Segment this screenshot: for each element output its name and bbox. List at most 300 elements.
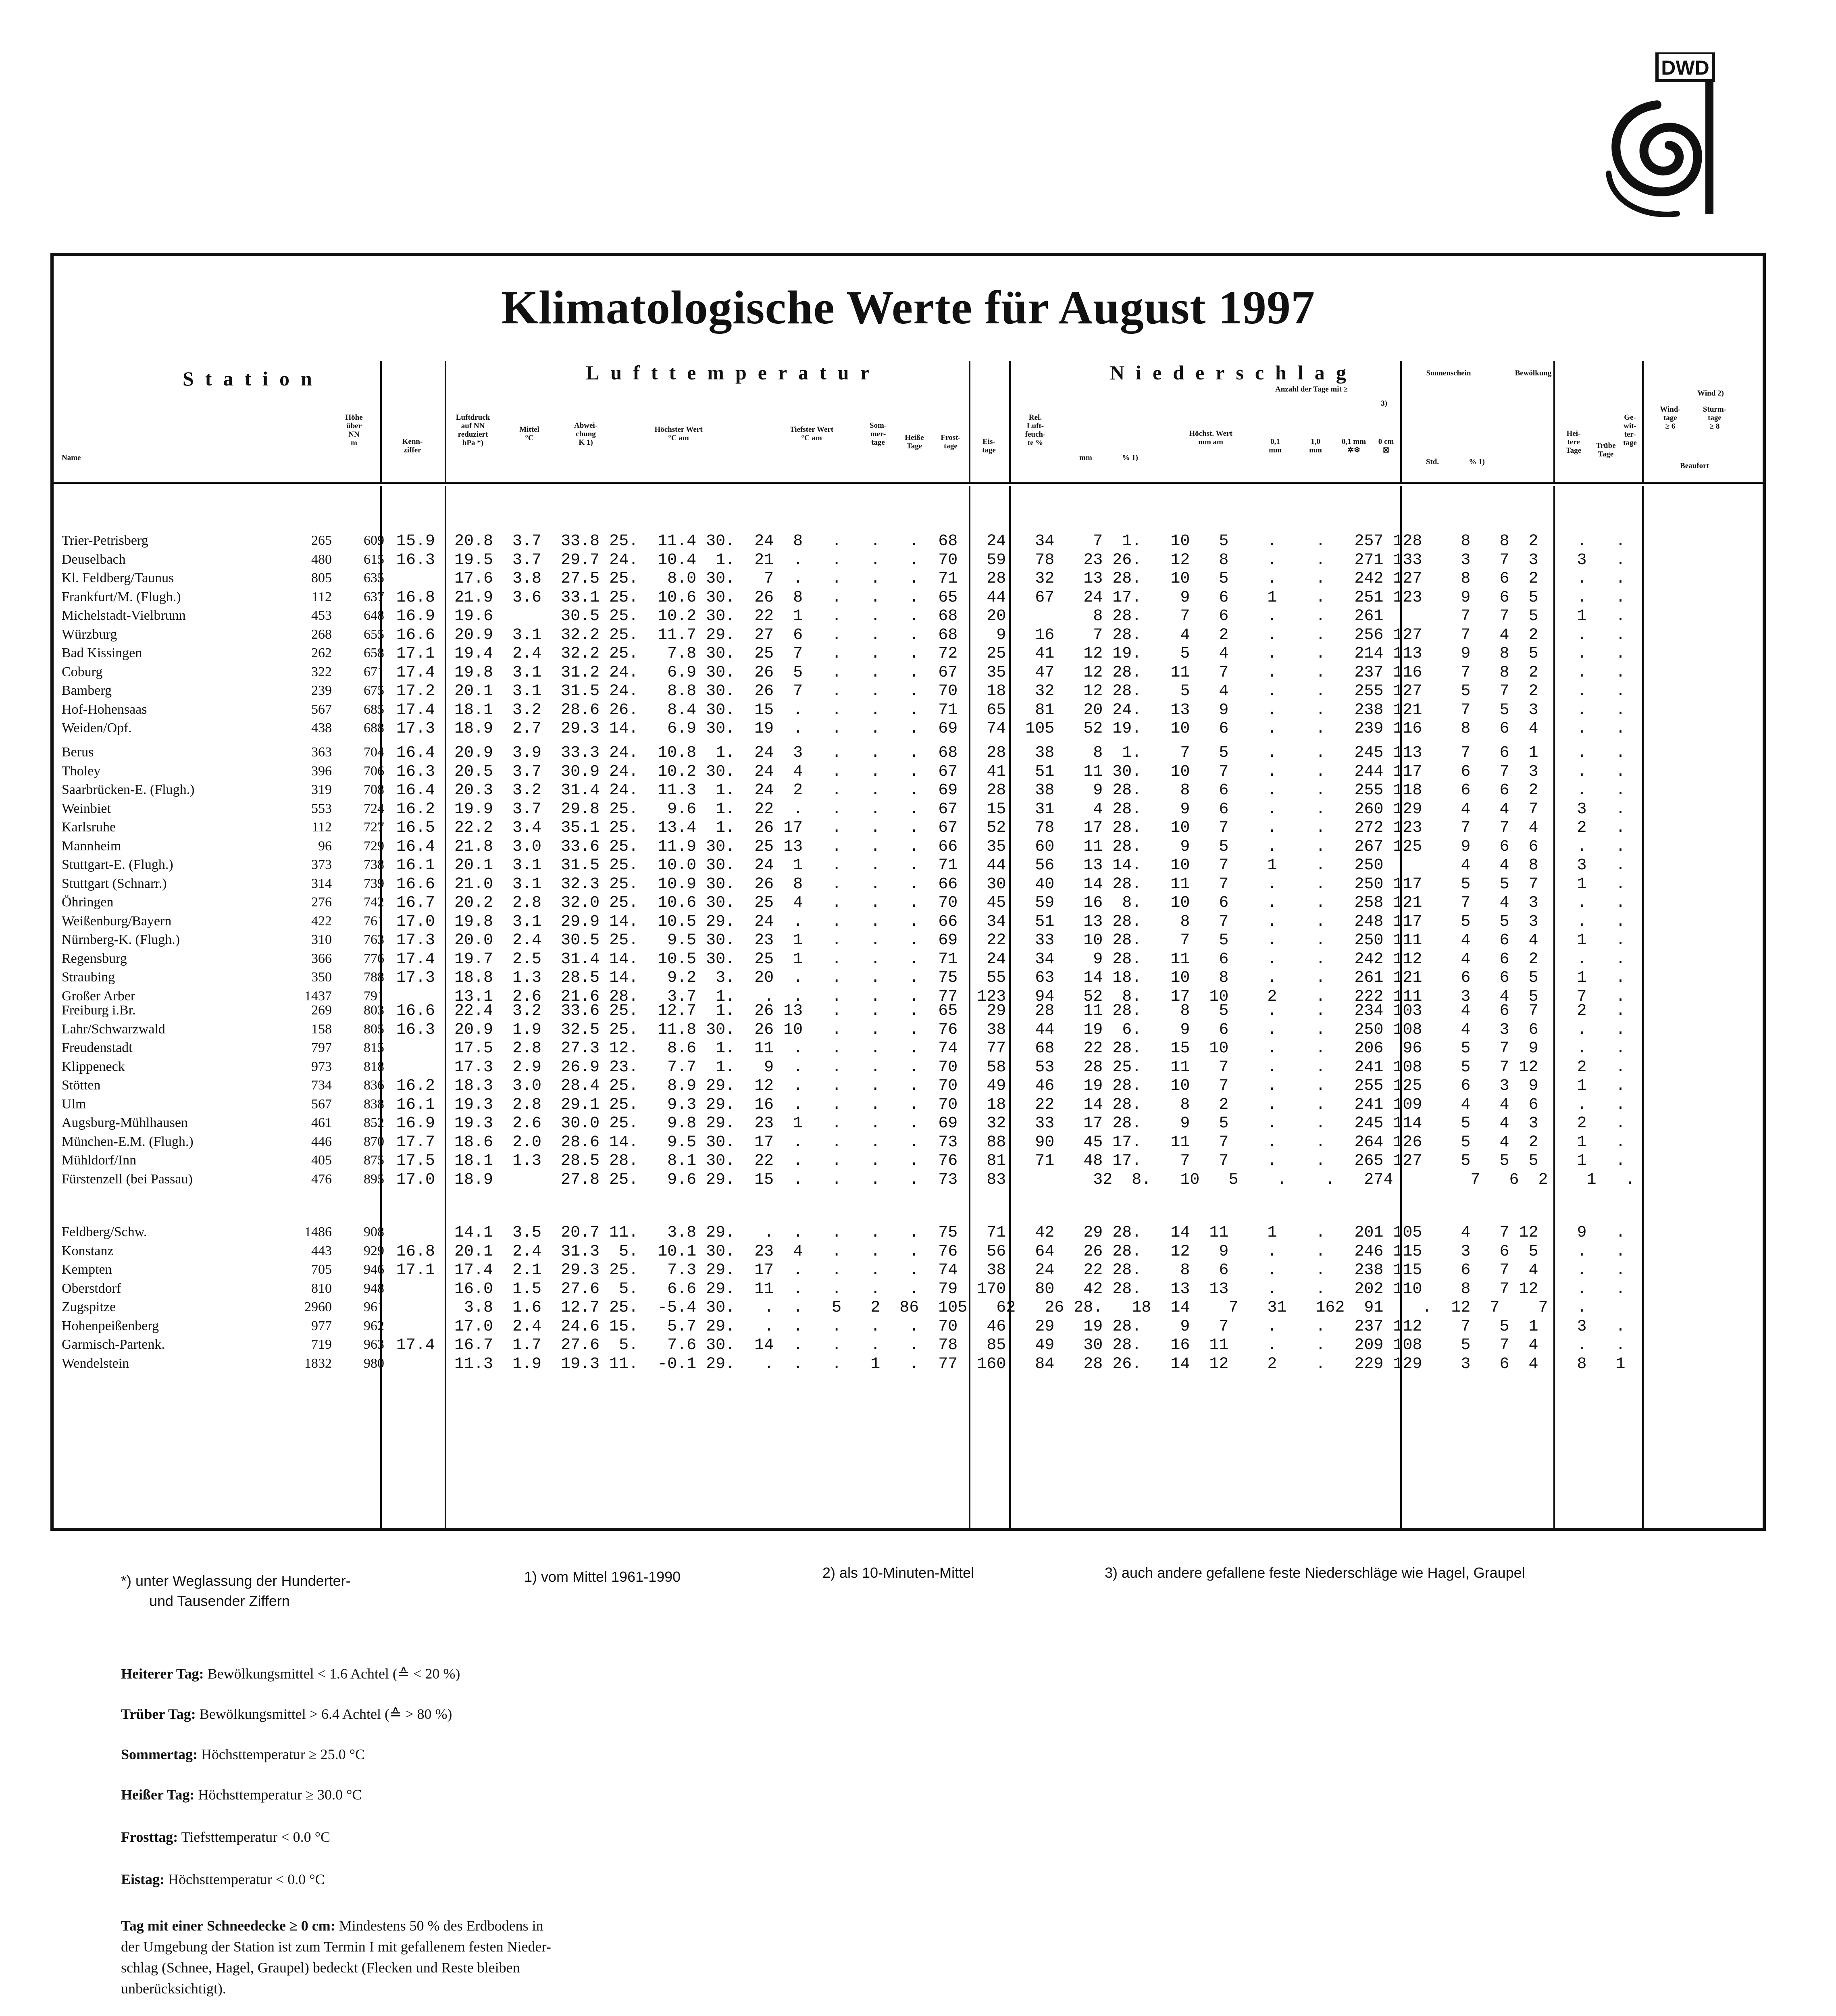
header-rel-feuchte-3: te % xyxy=(1027,439,1043,447)
station-id: 815 xyxy=(364,1040,384,1055)
station-name: Ulm xyxy=(62,1096,86,1112)
header-heitere-tage-2: Tage xyxy=(1565,446,1582,455)
header-gewitter-1: wit- xyxy=(1624,422,1636,430)
header-beaufort: Beaufort xyxy=(1680,462,1709,470)
station-id: 609 xyxy=(364,533,384,548)
station-elevation: 797 xyxy=(311,1040,332,1055)
table-row xyxy=(54,532,1763,551)
station-name: Straubing xyxy=(62,970,115,985)
header-mittel-1: °C xyxy=(525,434,534,442)
logo-text: DWD xyxy=(1661,56,1709,79)
station-id: 908 xyxy=(364,1225,384,1239)
header-sonne-pct: % 1) xyxy=(1469,458,1485,466)
station-elevation: 977 xyxy=(311,1318,332,1333)
table-row xyxy=(54,570,1763,588)
station-elevation: 96 xyxy=(318,838,332,854)
header-frosttage-0: Frost- xyxy=(941,433,961,442)
header-eistage-1: tage xyxy=(982,446,996,454)
station-id: 929 xyxy=(364,1243,384,1258)
schnee-line-1: Mindestens 50 % des Erdbodens in xyxy=(339,1918,543,1934)
header-nied-superscript: 3) xyxy=(1381,399,1387,408)
station-name: Kempten xyxy=(62,1262,112,1277)
station-values: 16.4 20.3 3.2 31.4 24. 11.3 1. 24 2 . . . 69 28 38 9 28. 8 6 . . 255 118 6 6 2 . . xyxy=(396,781,1626,800)
station-values: 16.4 21.8 3.0 33.6 25. 11.9 30. 25 13 . . . 66 35 60 11 28. 9 5 . . 267 125 9 6 6 . . xyxy=(396,837,1626,856)
header-abweichung-0: Abwei- xyxy=(574,421,598,430)
header-sturmtage-0: Sturm- xyxy=(1703,405,1727,414)
table-row xyxy=(54,551,1763,570)
station-elevation: 363 xyxy=(311,745,332,760)
station-id: 818 xyxy=(364,1059,384,1074)
header-windtage-1: tage xyxy=(1663,414,1677,422)
legend-term: Sommertag: xyxy=(121,1746,198,1762)
station-values: 16.7 20.2 2.8 32.0 25. 10.6 30. 25 4 . . . 70 45 59 16 8. 10 6 . . 258 121 7 4 3 . . xyxy=(396,894,1626,912)
station-elevation: 422 xyxy=(311,913,332,929)
station-elevation: 310 xyxy=(311,932,332,947)
station-values: 16.5 22.2 3.4 35.1 25. 13.4 1. 26 17 . . . 67 52 78 17 28. 10 7 . . 272 123 7 7 4 2 . xyxy=(396,819,1626,837)
header-abweichung-2: K 1) xyxy=(579,438,593,447)
table-row xyxy=(54,1039,1763,1058)
header-hoechst-wert-1: mm am xyxy=(1198,438,1223,446)
station-values: 16.0 1.5 27.6 5. 6.6 29. 11 . . . . 79 170 80 42 28. 13 13 . . 202 110 8 7 12 . . xyxy=(396,1280,1626,1298)
station-name: Weiden/Opf. xyxy=(62,721,132,735)
station-values: 16.3 20.9 1.9 32.5 25. 11.8 30. 26 10 . . . 76 38 44 19 6. 9 6 . . 250 108 4 3 6 . . xyxy=(396,1020,1626,1039)
station-name: Garmisch-Partenk. xyxy=(62,1337,165,1352)
station-values: 16.8 21.9 3.6 33.1 25. 10.6 30. 26 8 . . . 65 44 67 24 17. 9 6 1 . 251 123 9 6 5 . . xyxy=(396,588,1626,607)
station-name: Mühldorf/Inn xyxy=(62,1153,137,1168)
station-id: 708 xyxy=(364,782,384,797)
header-sonnenschein: Sonnenschein xyxy=(1426,369,1471,377)
station-id: 776 xyxy=(364,951,384,966)
legend-definition: Höchsttemperatur ≥ 30.0 °C xyxy=(198,1787,362,1803)
table-row xyxy=(54,1261,1763,1280)
table-row xyxy=(54,626,1763,645)
station-id: 962 xyxy=(364,1318,384,1333)
header-bewoelkung: Bewölkung xyxy=(1515,369,1552,377)
station-name: Feldberg/Schw. xyxy=(62,1225,147,1239)
header-nied-mm: mm xyxy=(1079,454,1092,462)
table-row xyxy=(54,950,1763,969)
table-row xyxy=(54,1002,1763,1020)
header-luftdruck-0: Luftdruck xyxy=(456,413,490,422)
header-sommertage-0: Som- xyxy=(869,421,887,430)
header-hoechster-wert-0: Höchster Wert xyxy=(654,425,703,434)
station-values: 13.1 2.6 21.6 28. 3.7 1. . . . . . 77 123 94 52 8. 17 10 2 . 222 111 3 4 5 7 . xyxy=(396,987,1626,1006)
header-anz-10-1: mm xyxy=(1309,446,1322,454)
station-elevation: 443 xyxy=(311,1243,332,1258)
station-id: 688 xyxy=(364,721,384,735)
table-row xyxy=(54,682,1763,701)
legend-item xyxy=(121,1786,362,1803)
footnote-2: 2) als 10-Minuten-Mittel xyxy=(822,1564,974,1581)
station-elevation: 265 xyxy=(311,533,332,548)
table-row xyxy=(54,819,1763,837)
station-values: 17.6 3.8 27.5 25. 8.0 30. 7 . . . . 71 28 32 13 28. 10 5 . . 242 127 8 6 2 . . xyxy=(396,570,1626,588)
header-anz-01-0: 0,1 xyxy=(1270,437,1280,446)
table-row xyxy=(54,894,1763,912)
header-rel-feuchte-0: Rel. xyxy=(1028,413,1042,422)
table-body xyxy=(54,486,1763,1528)
table-row xyxy=(54,645,1763,663)
station-values: 16.1 19.3 2.8 29.1 25. 9.3 29. 16 . . . . 70 18 22 14 28. 8 2 . . 241 109 4 4 6 . . xyxy=(396,1095,1626,1114)
station-name: Stuttgart-E. (Flugh.) xyxy=(62,857,173,872)
station-name: Karlsruhe xyxy=(62,820,116,835)
table-row xyxy=(54,931,1763,950)
climate-table-frame xyxy=(50,253,1766,1531)
station-elevation: 805 xyxy=(311,571,332,585)
station-name: Öhringen xyxy=(62,895,114,910)
station-name: München-E.M. (Flugh.) xyxy=(62,1134,194,1149)
legend-definition: Tiefsttemperatur < 0.0 °C xyxy=(181,1829,330,1845)
station-id: 791 xyxy=(364,988,384,1004)
station-elevation: 446 xyxy=(311,1134,332,1149)
station-id: 615 xyxy=(364,552,384,567)
station-elevation: 158 xyxy=(311,1021,332,1037)
legend-item xyxy=(121,1871,325,1888)
station-elevation: 396 xyxy=(311,763,332,779)
header-rel-feuchte-1: Luft- xyxy=(1026,422,1044,430)
station-elevation: 1486 xyxy=(304,1225,332,1239)
header-name: Name xyxy=(62,454,81,462)
table-row xyxy=(54,664,1763,682)
header-hoehe-3: m xyxy=(351,439,357,447)
header-mittel-0: Mittel xyxy=(519,425,539,434)
station-values: 16.4 20.9 3.9 33.3 24. 10.8 1. 24 3 . . . 68 28 38 8 1. 7 5 . . 245 113 7 6 1 . . xyxy=(396,744,1626,762)
station-name: Klippeneck xyxy=(62,1059,125,1074)
station-elevation: 373 xyxy=(311,857,332,872)
legend-term: Eistag: xyxy=(121,1871,164,1887)
station-id: 671 xyxy=(364,664,384,679)
station-elevation: 567 xyxy=(311,702,332,717)
station-id: 852 xyxy=(364,1115,384,1130)
station-id: 706 xyxy=(364,763,384,779)
station-name: Frankfurt/M. (Flugh.) xyxy=(62,589,181,604)
station-values: 16.9 19.6 30.5 25. 10.2 30. 22 1 . . . 68 20 8 28. 7 6 . . 261 7 7 5 1 . xyxy=(396,607,1626,625)
header-luftdruck-2: reduziert xyxy=(458,430,488,439)
station-elevation: 973 xyxy=(311,1059,332,1074)
header-niederschlag: Niederschlag xyxy=(1110,361,1357,384)
station-elevation: 1437 xyxy=(304,988,332,1004)
station-id: 675 xyxy=(364,683,384,698)
legend-definition: Höchsttemperatur ≥ 25.0 °C xyxy=(201,1746,365,1762)
station-values: 17.4 16.7 1.7 27.6 5. 7.6 30. 14 . . . . 78 85 49 30 28. 16 11 . . 209 108 5 7 4 . . xyxy=(396,1336,1626,1354)
page-title: Klimatologische Werte für August 1997 xyxy=(501,281,1315,334)
table-row xyxy=(54,1336,1763,1355)
header-rel-feuchte-2: feuch- xyxy=(1025,430,1046,439)
station-elevation: 2960 xyxy=(304,1300,332,1314)
station-elevation: 322 xyxy=(311,664,332,679)
header-sonne-std: Std. xyxy=(1426,458,1439,466)
station-id: 739 xyxy=(364,876,384,891)
table-row xyxy=(54,744,1763,762)
legend-term: Heiterer Tag: xyxy=(121,1666,204,1682)
station-elevation: 314 xyxy=(311,876,332,891)
schnee-line-3: schlag (Schnee, Hagel, Graupel) bedeckt (Flecken und Reste bleiben xyxy=(121,1960,520,1976)
station-values: 15.9 20.8 3.7 33.8 25. 11.4 30. 24 8 . . . 68 24 34 7 1. 10 5 . . 257 128 8 8 2 . . xyxy=(396,532,1626,550)
station-name: Weinbiet xyxy=(62,801,111,816)
header-frosttage-1: tage xyxy=(944,442,958,450)
station-name: Würzburg xyxy=(62,627,117,642)
station-id: 738 xyxy=(364,857,384,872)
station-values: 17.5 18.1 1.3 28.5 28. 8.1 30. 22 . . . . 76 81 71 48 17. 7 7 . . 265 127 5 5 5 1 . xyxy=(396,1152,1626,1170)
station-name: Berus xyxy=(62,745,94,760)
station-name: Freiburg i.Br. xyxy=(62,1003,136,1018)
table-row xyxy=(54,1355,1763,1374)
table-row xyxy=(54,1133,1763,1152)
station-values: 16.6 20.9 3.1 32.2 25. 11.7 29. 27 6 . . . 68 9 16 7 28. 4 2 . . 256 127 7 4 2 . . xyxy=(396,626,1626,644)
station-name: Großer Arber xyxy=(62,988,135,1004)
station-id: 655 xyxy=(364,627,384,642)
station-id: 961 xyxy=(364,1300,384,1314)
station-values: 17.4 18.1 3.2 28.6 26. 8.4 30. 15 . . . . 71 65 81 20 24. 13 9 . . 238 121 7 5 3 . . xyxy=(396,701,1626,719)
station-id: 788 xyxy=(364,970,384,985)
table-row xyxy=(54,913,1763,931)
station-name: Hof-Hohensaas xyxy=(62,702,147,717)
station-id: 742 xyxy=(364,895,384,910)
station-id: 637 xyxy=(364,589,384,604)
header-hoechst-wert-0: Höchst. Wert xyxy=(1189,429,1232,438)
header-anz-0cm-1: ⊠ xyxy=(1383,446,1389,454)
table-row xyxy=(54,1058,1763,1077)
station-elevation: 276 xyxy=(311,895,332,910)
station-name: Lahr/Schwarzwald xyxy=(62,1021,165,1037)
footnote-star: *) unter Weglassung der Hunderter- xyxy=(121,1572,351,1589)
station-elevation: 112 xyxy=(312,589,332,604)
table-row xyxy=(54,720,1763,738)
table-row xyxy=(54,1318,1763,1336)
station-id: 658 xyxy=(364,646,384,660)
station-name: Kl. Feldberg/Taunus xyxy=(62,571,174,585)
station-id: 704 xyxy=(364,745,384,760)
station-id: 946 xyxy=(364,1262,384,1277)
station-name: Fürstenzell (bei Passau) xyxy=(62,1171,193,1187)
station-name: Deuselbach xyxy=(62,552,126,567)
station-name: Saarbrücken-E. (Flugh.) xyxy=(62,782,195,797)
header-eistage-0: Eis- xyxy=(983,437,995,446)
header-truebe-tage-1: Tage xyxy=(1598,450,1614,458)
header-gewitter-3: tage xyxy=(1623,439,1637,447)
schnee-line-4: unberücksichtigt). xyxy=(121,1981,226,1997)
station-id: 963 xyxy=(364,1337,384,1352)
station-elevation: 705 xyxy=(311,1262,332,1277)
header-anz-10-0: 1,0 xyxy=(1311,437,1320,446)
header-sommertage-2: tage xyxy=(871,438,885,447)
header-sommertage-1: mer- xyxy=(870,430,886,438)
station-id: 836 xyxy=(364,1078,384,1093)
header-luftdruck-3: hPa *) xyxy=(462,439,484,447)
station-values: 17.3 18.9 2.7 29.3 14. 6.9 30. 19 . . . . 69 74 105 52 19. 10 6 . . 239 116 8 6 4 . . xyxy=(396,720,1626,738)
station-name: Freudenstadt xyxy=(62,1040,133,1055)
station-name: Tholey xyxy=(62,763,101,779)
table-row xyxy=(54,1299,1763,1317)
station-values: 17.1 19.4 2.4 32.2 25. 7.8 30. 25 7 . . . 72 25 41 12 19. 5 4 . . 214 113 9 8 5 . . xyxy=(396,645,1626,663)
station-id: 803 xyxy=(364,1003,384,1018)
header-nied-pct: % 1) xyxy=(1122,454,1138,462)
station-id: 805 xyxy=(364,1021,384,1037)
station-name: Bamberg xyxy=(62,683,112,698)
header-gewitter-0: Ge- xyxy=(1624,413,1636,422)
station-values: 17.3 2.9 26.9 23. 7.7 1. 9 . . . . 70 58 53 28 25. 11 7 . . 241 108 5 7 12 2 . xyxy=(396,1058,1626,1077)
header-heisse-tage-0: Heiße xyxy=(905,433,924,442)
station-values: 17.7 18.6 2.0 28.6 14. 9.5 30. 17 . . . . 73 88 90 45 17. 11 7 . . 264 126 5 4 2 1 . xyxy=(396,1133,1626,1152)
station-values: 16.9 19.3 2.6 30.0 25. 9.8 29. 23 1 . . . 69 32 33 17 28. 9 5 . . 245 114 5 4 3 2 . xyxy=(396,1114,1626,1133)
station-elevation: 112 xyxy=(312,820,332,835)
schnee-term: Tag mit einer Schneedecke ≥ 0 cm: xyxy=(121,1918,335,1934)
station-elevation: 1832 xyxy=(304,1356,332,1371)
station-name: Konstanz xyxy=(62,1243,114,1258)
station-values: 17.5 2.8 27.3 12. 8.6 1. 11 . . . . 74 77 68 22 28. 15 10 . . 206 96 5 7 9 . . xyxy=(396,1039,1626,1058)
station-values: 17.1 17.4 2.1 29.3 25. 7.3 29. 17 . . . . 74 38 24 22 28. 8 6 . . 238 115 6 7 4 . . xyxy=(396,1261,1626,1279)
station-name: Augsburg-Mühlhausen xyxy=(62,1115,188,1130)
station-values: 17.0 19.8 3.1 29.9 14. 10.5 29. 24 . . . . 66 34 51 13 28. 8 7 . . 248 117 5 5 3 . . xyxy=(396,912,1626,931)
station-values: 17.2 20.1 3.1 31.5 24. 8.8 30. 26 7 . . . 70 18 32 12 28. 5 4 . . 255 127 5 7 2 . . xyxy=(396,682,1626,700)
header-tiefster-wert-0: Tiefster Wert xyxy=(789,425,834,434)
station-elevation: 553 xyxy=(311,801,332,816)
legend-item xyxy=(121,1746,365,1763)
station-values: 17.4 19.7 2.5 31.4 14. 10.5 30. 25 1 . . . 71 24 34 9 28. 11 6 . . 242 112 4 6 2 . . xyxy=(396,950,1626,968)
station-elevation: 453 xyxy=(311,608,332,623)
station-name: Wendelstein xyxy=(62,1356,129,1371)
station-values: 16.6 22.4 3.2 33.6 25. 12.7 1. 26 13 . . . 65 29 28 11 28. 8 5 . . 234 103 4 6 7 2 . xyxy=(396,1002,1626,1020)
legend-definition: Bewölkungsmittel < 1.6 Achtel (≙ < 20 %) xyxy=(207,1666,460,1682)
legend-term: Heißer Tag: xyxy=(121,1787,195,1803)
station-name: Coburg xyxy=(62,664,103,679)
footnote-3: 3) auch andere gefallene feste Niederschläge wie Hagel, Graupel xyxy=(1105,1564,1525,1581)
station-elevation: 476 xyxy=(311,1171,332,1187)
station-elevation: 319 xyxy=(311,782,332,797)
station-id: 635 xyxy=(364,571,384,585)
header-anz-0cm-0: 0 cm xyxy=(1378,437,1394,446)
station-elevation: 269 xyxy=(311,1003,332,1018)
station-values: 16.2 19.9 3.7 29.8 25. 9.6 1. 22 . . . . 67 15 31 4 28. 9 6 . . 260 129 4 4 7 3 . xyxy=(396,800,1626,818)
table-row xyxy=(54,1096,1763,1114)
header-hoechster-wert-1: °C am xyxy=(668,434,689,442)
table-row xyxy=(54,800,1763,819)
station-name: Bad Kissingen xyxy=(62,646,142,660)
station-name: Oberstdorf xyxy=(62,1281,121,1296)
station-name: Hohenpeißenberg xyxy=(62,1318,159,1333)
header-luftdruck-1: auf NN xyxy=(461,422,485,430)
header-kennziffer-1: ziffer xyxy=(404,446,421,454)
header-abweichung-1: chung xyxy=(576,430,596,438)
table-row xyxy=(54,1021,1763,1039)
station-id: 724 xyxy=(364,801,384,816)
header-hoehe-1: über xyxy=(346,422,362,430)
dwd-logo xyxy=(1597,52,1717,226)
station-values: 16.1 20.1 3.1 31.5 25. 10.0 30. 24 1 . . . 71 44 56 13 14. 10 7 1 . 250 4 4 8 3 . xyxy=(396,856,1626,875)
legend-definition: Höchsttemperatur < 0.0 °C xyxy=(168,1871,325,1887)
station-values: 16.2 18.3 3.0 28.4 25. 8.9 29. 12 . . . . 70 49 46 19 28. 10 7 . . 255 125 6 3 9 1 . xyxy=(396,1077,1626,1095)
station-elevation: 405 xyxy=(311,1153,332,1168)
station-name: Stuttgart (Schnarr.) xyxy=(62,876,167,891)
station-name: Zugspitze xyxy=(62,1300,116,1314)
station-elevation: 268 xyxy=(311,627,332,642)
header-windtage-0: Wind- xyxy=(1660,405,1681,414)
station-name: Nürnberg-K. (Flugh.) xyxy=(62,932,180,947)
table-row xyxy=(54,1280,1763,1299)
station-id: 838 xyxy=(364,1096,384,1112)
station-elevation: 480 xyxy=(311,552,332,567)
table-row xyxy=(54,856,1763,875)
station-id: 761 xyxy=(364,913,384,929)
station-elevation: 734 xyxy=(311,1078,332,1093)
legend-item xyxy=(121,1665,460,1682)
station-name: Mannheim xyxy=(62,838,121,854)
station-name: Weißenburg/Bayern xyxy=(62,913,172,929)
station-elevation: 350 xyxy=(311,970,332,985)
table-row xyxy=(54,1114,1763,1133)
table-row xyxy=(54,1077,1763,1095)
station-id: 895 xyxy=(364,1171,384,1187)
schnee-definition xyxy=(121,1915,726,1999)
station-id: 875 xyxy=(364,1153,384,1168)
station-id: 648 xyxy=(364,608,384,623)
header-anz-01-1: mm xyxy=(1269,446,1282,454)
station-name: Trier-Petrisberg xyxy=(62,533,148,548)
header-heitere-tage-0: Hei- xyxy=(1566,429,1581,438)
station-id: 980 xyxy=(364,1356,384,1371)
table-header xyxy=(54,361,1763,484)
header-lufttemperatur: Lufttemperatur xyxy=(586,361,881,384)
station-values: 17.0 18.9 27.8 25. 9.6 29. 15 . . . . 73 83 32 8. 10 5 . . 274 7 6 2 1 . xyxy=(396,1170,1635,1189)
header-anz-schnee-0: 0,1 mm xyxy=(1341,437,1366,446)
header-anzahl-tage: Anzahl der Tage mit ≥ xyxy=(1275,385,1348,394)
station-name: Michelstadt-Vielbrunn xyxy=(62,608,186,623)
table-row xyxy=(54,1243,1763,1261)
footnote-star-2: und Tausender Ziffern xyxy=(149,1593,290,1609)
legend-item xyxy=(121,1829,330,1845)
table-row xyxy=(54,1171,1763,1189)
footnote-1: 1) vom Mittel 1961-1990 xyxy=(524,1568,681,1585)
station-values: 17.4 19.8 3.1 31.2 24. 6.9 30. 26 5 . . . 67 35 47 12 28. 11 7 . . 237 116 7 8 2 . . xyxy=(396,663,1626,682)
station-values: 16.3 20.5 3.7 30.9 24. 10.2 30. 24 4 . . . 67 41 51 11 30. 10 7 . . 244 117 6 7 3 . . xyxy=(396,762,1626,781)
station-values: 14.1 3.5 20.7 11. 3.8 29. . . . . . 75 71 42 29 28. 14 11 1 . 201 105 4 7 12 9 . xyxy=(396,1224,1626,1242)
header-sturmtage-1: tage xyxy=(1708,414,1722,422)
station-elevation: 438 xyxy=(311,721,332,735)
header-station: Station xyxy=(183,367,323,390)
table-row xyxy=(54,1152,1763,1170)
header-sturmtage-2: ≥ 8 xyxy=(1709,422,1720,431)
table-row xyxy=(54,781,1763,800)
station-values: 17.3 20.0 2.4 30.5 25. 9.5 30. 23 1 . . . 69 22 33 10 28. 7 5 . . 250 111 4 6 4 1 . xyxy=(396,931,1626,950)
header-anz-schnee-1: ✲❄ xyxy=(1347,446,1360,454)
header-tiefster-wert-1: °C am xyxy=(801,434,822,442)
header-heitere-tage-1: tere xyxy=(1567,438,1580,446)
table-row xyxy=(54,838,1763,856)
header-heisse-tage-1: Tage xyxy=(906,442,922,450)
station-id: 727 xyxy=(364,820,384,835)
station-id: 948 xyxy=(364,1281,384,1296)
header-gewitter-2: ter- xyxy=(1624,430,1636,439)
station-id: 763 xyxy=(364,932,384,947)
station-elevation: 461 xyxy=(311,1115,332,1130)
header-windtage-2: ≥ 6 xyxy=(1665,422,1676,431)
station-values: 3.8 1.6 12.7 25. -5.4 30. . . 5 2 86 105 62 26 28. 18 14 7 31 162 91 . 12 7 7 . xyxy=(396,1299,1587,1317)
table-row xyxy=(54,969,1763,987)
station-values: 16.8 20.1 2.4 31.3 5. 10.1 30. 23 4 . . . 76 56 64 26 28. 12 9 . . 246 115 3 6 5 . . xyxy=(396,1242,1626,1261)
station-values: 17.3 18.8 1.3 28.5 14. 9.2 3. 20 . . . . 75 55 63 14 18. 10 8 . . 261 121 6 6 5 1 . xyxy=(396,969,1626,987)
header-kennziffer-0: Kenn- xyxy=(402,437,423,446)
legend-definition: Bewölkungsmittel > 6.4 Achtel (≙ > 80 %) xyxy=(199,1706,452,1722)
station-values: 16.6 21.0 3.1 32.3 25. 10.9 30. 26 8 . . . 66 30 40 14 28. 11 7 . . 250 117 5 5 7 1 . xyxy=(396,875,1626,893)
table-row xyxy=(54,875,1763,894)
legend-item xyxy=(121,1706,452,1722)
station-id: 870 xyxy=(364,1134,384,1149)
station-id: 729 xyxy=(364,838,384,854)
table-row xyxy=(54,701,1763,720)
legend-term: Trüber Tag: xyxy=(121,1706,196,1722)
station-name: Stötten xyxy=(62,1078,101,1093)
legend-term: Frosttag: xyxy=(121,1829,178,1845)
